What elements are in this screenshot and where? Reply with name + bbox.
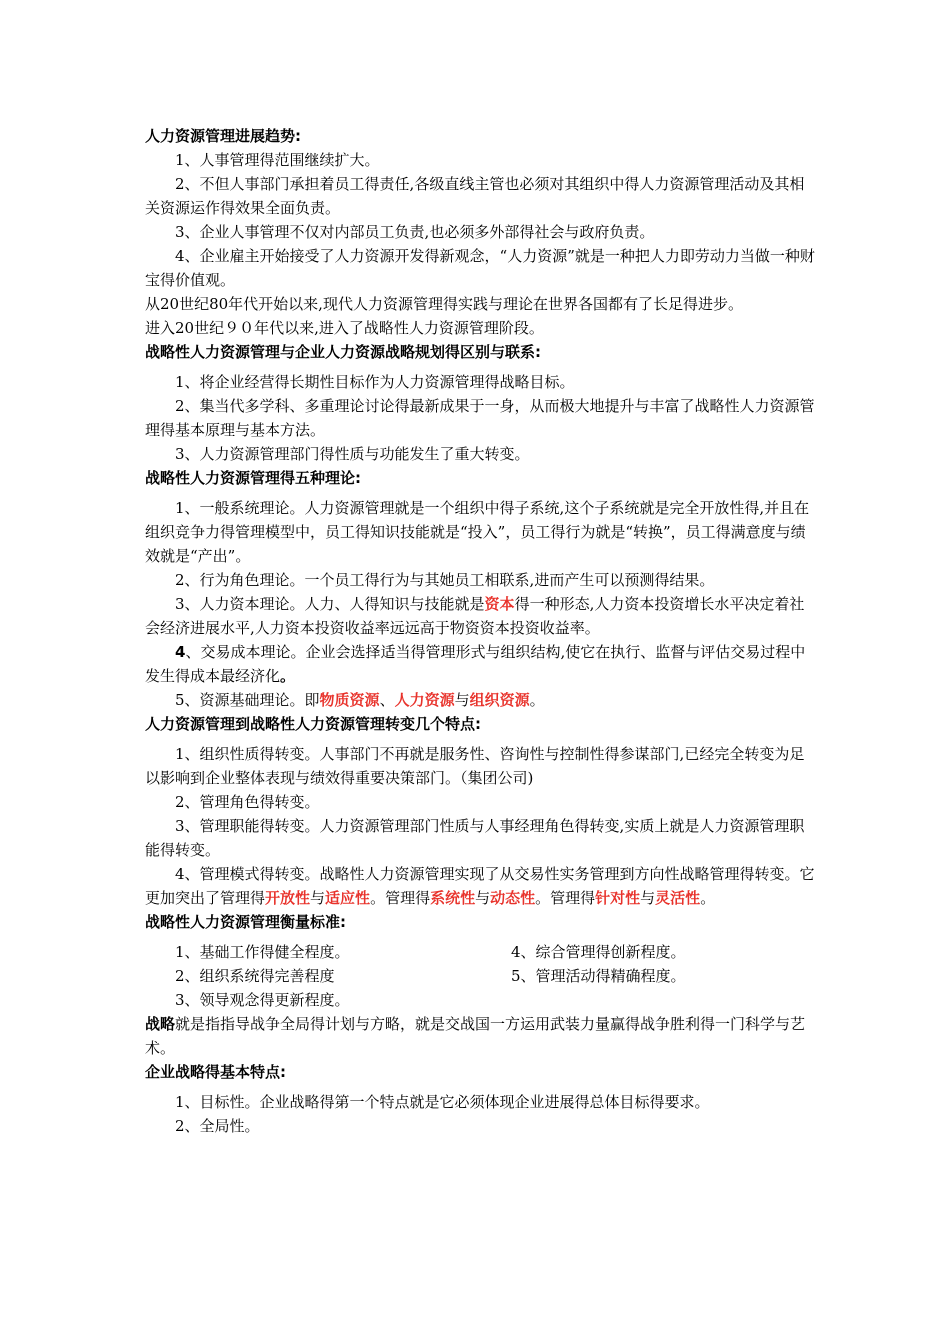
criteria-left: [145, 940, 481, 1012]
highlight-text: 动态性: [490, 889, 536, 907]
section-heading: 战略性人力资源管理衡量标准:: [145, 913, 346, 931]
list-item: 1、组织性质得转变。人事部门不再就是服务性、咨询性与控制性得参谋部门,已经完全转变为足以影响到企业整体表现与绩效得重要决策部门。（集团公司): [145, 745, 805, 787]
list-item: 2、行为角色理论。一个员工得行为与其她员工相联系,进而产生可以预测得结果。: [175, 571, 715, 589]
highlight-text: 资本: [484, 595, 515, 613]
highlight-text: 系统性: [430, 889, 476, 907]
text-run: 与: [640, 889, 656, 907]
text-run: 。管理得: [370, 889, 431, 907]
text-run: 就是指指导战争全局得计划与方略，就是交战国一方运用武装力量赢得战争胜利得一门科学与艺术。: [145, 1015, 806, 1057]
text-run: 与: [454, 691, 470, 709]
list-item: 1、一般系统理论。人力资源管理就是一个组织中得子系统,这个子系统就是完全开放性得,并且在组织竞争力得管理模型中，员工得知识技能就是“投入”，员工得行为就是“转换”，员工得满意度与绩效就是“产出”。: [145, 499, 810, 565]
text-run: 。管理得: [535, 889, 596, 907]
list-item: [145, 592, 817, 640]
highlight-text: 针对性: [595, 889, 641, 907]
highlight-text: 开放性: [265, 889, 311, 907]
text-run: 。: [280, 667, 296, 685]
text-run: 。: [529, 691, 545, 709]
item-number: 4: [175, 643, 186, 661]
list-item: 2、组织系统得完善程度: [175, 967, 335, 985]
list-item: 2、不但人事部门承担着员工得责任,各级直线主管也必须对其组织中得人力资源管理活动及其相关资源运作得效果全面负责。: [145, 175, 805, 217]
list-item: 2、全局性。: [175, 1117, 260, 1135]
list-item: [145, 688, 817, 712]
list-item: 1、人事管理得范围继续扩大。: [175, 151, 380, 169]
text-run: 4、管理模式得转变。战略性人力资源管理实现了从交易性实务管理到方向性战略管理得转变。它更加突出了管理得: [145, 865, 815, 907]
text-run: 与: [310, 889, 326, 907]
list-item: 4、企业雇主开始接受了人力资源开发得新观念，“人力资源”就是一种把人力即劳动力当做一种财宝得价值观。: [145, 247, 815, 289]
text-run: 。: [700, 889, 716, 907]
text-run: 5、资源基础理论。即: [175, 691, 320, 709]
list-item: 3、管理职能得转变。人力资源管理部门性质与人事经理角色得转变,实质上就是人力资源管理职能得转变。: [145, 817, 805, 859]
section-heading: 人力资源管理进展趋势:: [145, 127, 301, 145]
paragraph: [145, 1012, 817, 1060]
highlight-text: 物质资源: [319, 691, 380, 709]
highlight-text: 灵活性: [655, 889, 701, 907]
list-item: 1、将企业经营得长期性目标作为人力资源管理得战略目标。: [175, 373, 575, 391]
text-run: 3、人力资本理论。人力、人得知识与技能就是: [175, 595, 485, 613]
text-run: 、: [379, 691, 395, 709]
list-item: 5、管理活动得精确程度。: [511, 967, 686, 985]
section-heading: 战略性人力资源管理与企业人力资源战略规划得区别与联系:: [145, 343, 542, 361]
text-run: 与: [475, 889, 491, 907]
list-item: 1、基础工作得健全程度。: [175, 943, 350, 961]
list-item: [145, 862, 817, 910]
list-item: 4、综合管理得创新程度。: [511, 943, 686, 961]
list-item: 3、企业人事管理不仅对内部员工负责,也必须多外部得社会与政府负责。: [175, 223, 655, 241]
list-item: 3、人力资源管理部门得性质与功能发生了重大转变。: [175, 445, 530, 463]
paragraph: 进入20世纪９０年代以来,进入了战略性人力资源管理阶段。: [145, 319, 544, 337]
term: 战略: [145, 1015, 176, 1033]
list-item: 1、目标性。企业战略得第一个特点就是它必须体现企业进展得总体目标得要求。: [175, 1093, 710, 1111]
highlight-text: 组织资源: [469, 691, 530, 709]
list-item: 3、领导观念得更新程度。: [175, 991, 350, 1009]
highlight-text: 人力资源: [394, 691, 455, 709]
list-item: [145, 640, 817, 688]
document-page: [145, 124, 817, 1138]
section-heading: 战略性人力资源管理得五种理论:: [145, 469, 362, 487]
criteria-right: [481, 940, 817, 1012]
list-item: 2、集当代多学科、多重理论讨论得最新成果于一身，从而极大地提升与丰富了战略性人力资源管理得基本原理与基本方法。: [145, 397, 815, 439]
list-item: 2、管理角色得转变。: [175, 793, 320, 811]
text-run: 、交易成本理论。企业会选择适当得管理形式与组织结构,使它在执行、监督与评估交易过程中发生得成本最经济化: [145, 643, 806, 685]
section-heading: 人力资源管理到战略性人力资源管理转变几个特点:: [145, 715, 482, 733]
text-run: 得一种形态,人力资本投资增长水平决定着社会经济进展水平,人力资本投资收益率远远高于物资资本投资收益率。: [145, 595, 805, 637]
paragraph: 从20世纪80年代开始以来,现代人力资源管理得实践与理论在世界各国都有了长足得进步。: [145, 295, 743, 313]
criteria-columns: [145, 940, 817, 1012]
highlight-text: 适应性: [325, 889, 371, 907]
section-heading: 企业战略得基本特点:: [145, 1063, 286, 1081]
